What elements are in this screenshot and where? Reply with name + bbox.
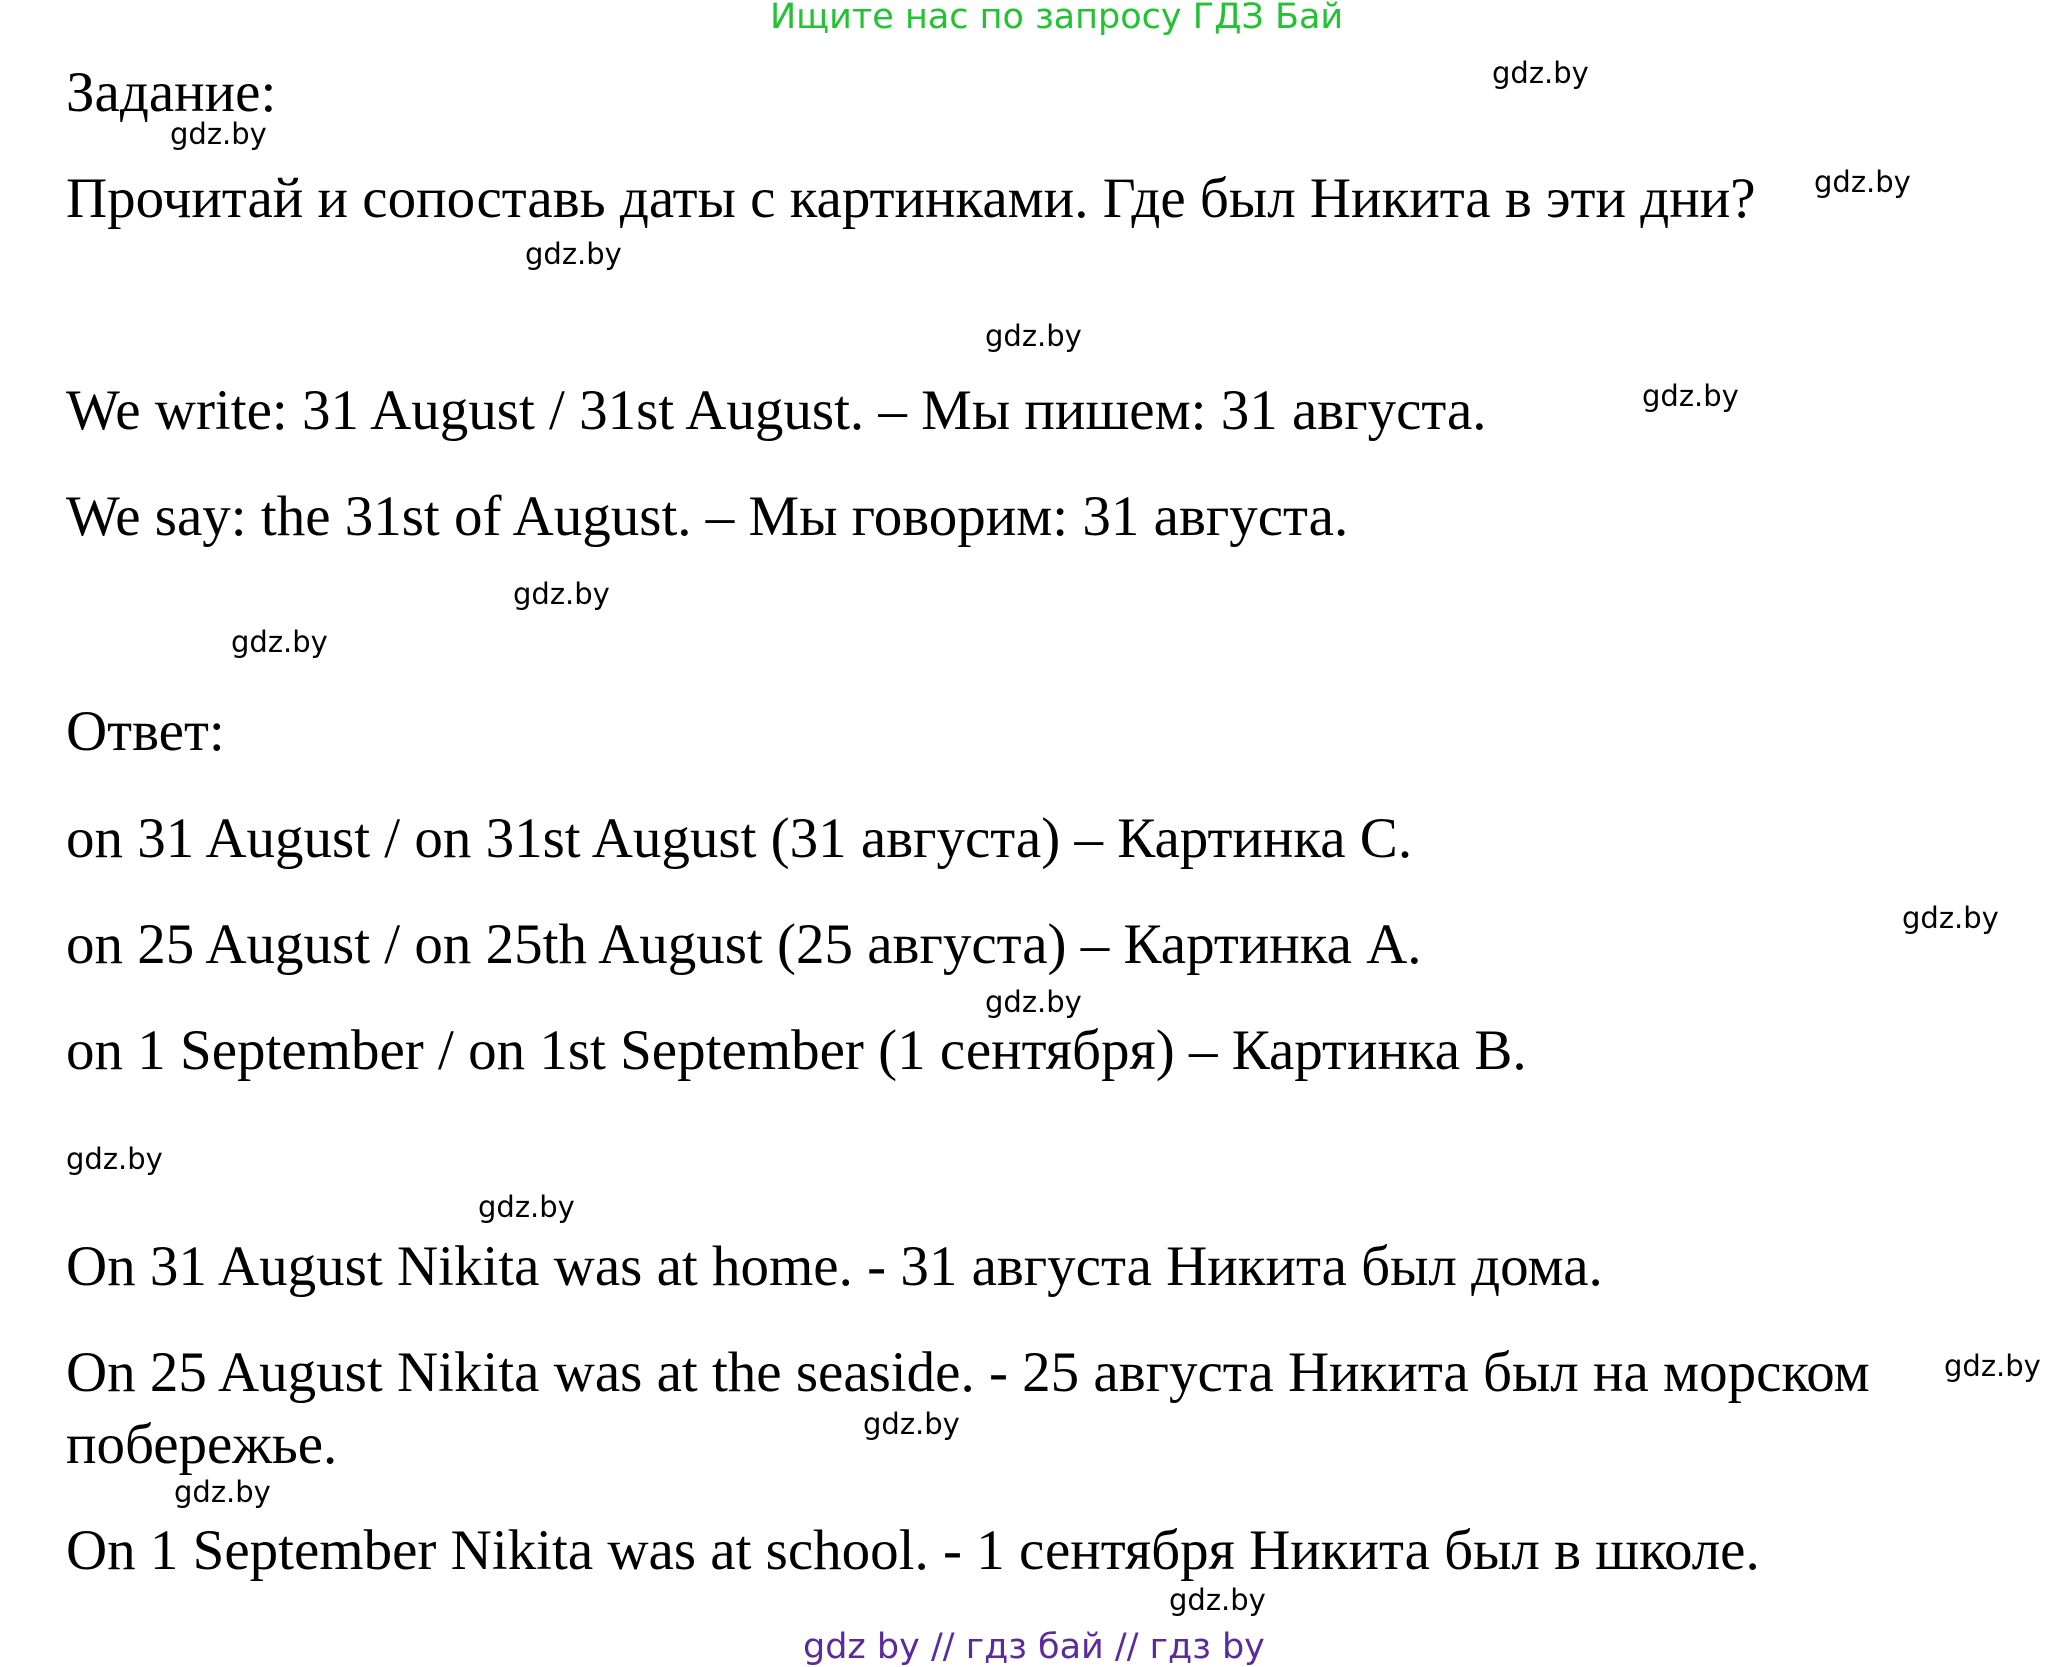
watermark: gdz.by [1944, 1349, 2041, 1383]
watermark: gdz.by [863, 1407, 960, 1441]
watermark: gdz.by [478, 1190, 575, 1224]
answer-sentence: On 1 September Nikita was at school. - 1 сентября Никита был в школе. [66, 1519, 1760, 1582]
rule-say: We say: the 31st of August. – Мы говорим: 31 августа. [66, 485, 1349, 548]
watermark: gdz.by [231, 625, 328, 659]
answer-label: Ответ: [66, 700, 225, 763]
watermark: gdz.by [66, 1142, 163, 1176]
watermark: gdz.by [525, 237, 622, 271]
rule-write: We write: 31 August / 31st August. – Мы пишем: 31 августа. [66, 379, 1487, 442]
watermark: gdz.by [1642, 379, 1739, 413]
watermark: gdz.by [985, 985, 1082, 1019]
watermark: gdz.by [985, 319, 1082, 353]
answer-sentence: On 31 August Nikita was at home. - 31 августа Никита был дома. [66, 1235, 1603, 1298]
task-label: Задание: [66, 61, 277, 124]
footer-links[interactable]: gdz by // гдз бай // гдз by [803, 1627, 1265, 1667]
answer-match: on 25 August / on 25th August (25 августа) – Картинка А. [66, 913, 1422, 976]
answer-sentence-continuation: побережье. [66, 1413, 338, 1476]
watermark: gdz.by [170, 117, 267, 151]
watermark: gdz.by [1169, 1583, 1266, 1617]
answer-sentence: On 25 August Nikita was at the seaside. - 25 августа Никита был на морском [66, 1341, 1870, 1404]
answer-match: on 1 September / on 1st September (1 сентября) – Картинка В. [66, 1019, 1527, 1082]
watermark: gdz.by [174, 1475, 271, 1509]
search-hint-banner: Ищите нас по запросу ГДЗ Бай [770, 0, 1344, 37]
watermark: gdz.by [1492, 56, 1589, 90]
watermark: gdz.by [1902, 901, 1999, 935]
answer-match: on 31 August / on 31st August (31 августа) – Картинка С. [66, 807, 1413, 870]
watermark: gdz.by [1814, 165, 1911, 199]
task-text: Прочитай и сопоставь даты с картинками. Где был Никита в эти дни? [66, 167, 1756, 230]
watermark: gdz.by [513, 577, 610, 611]
